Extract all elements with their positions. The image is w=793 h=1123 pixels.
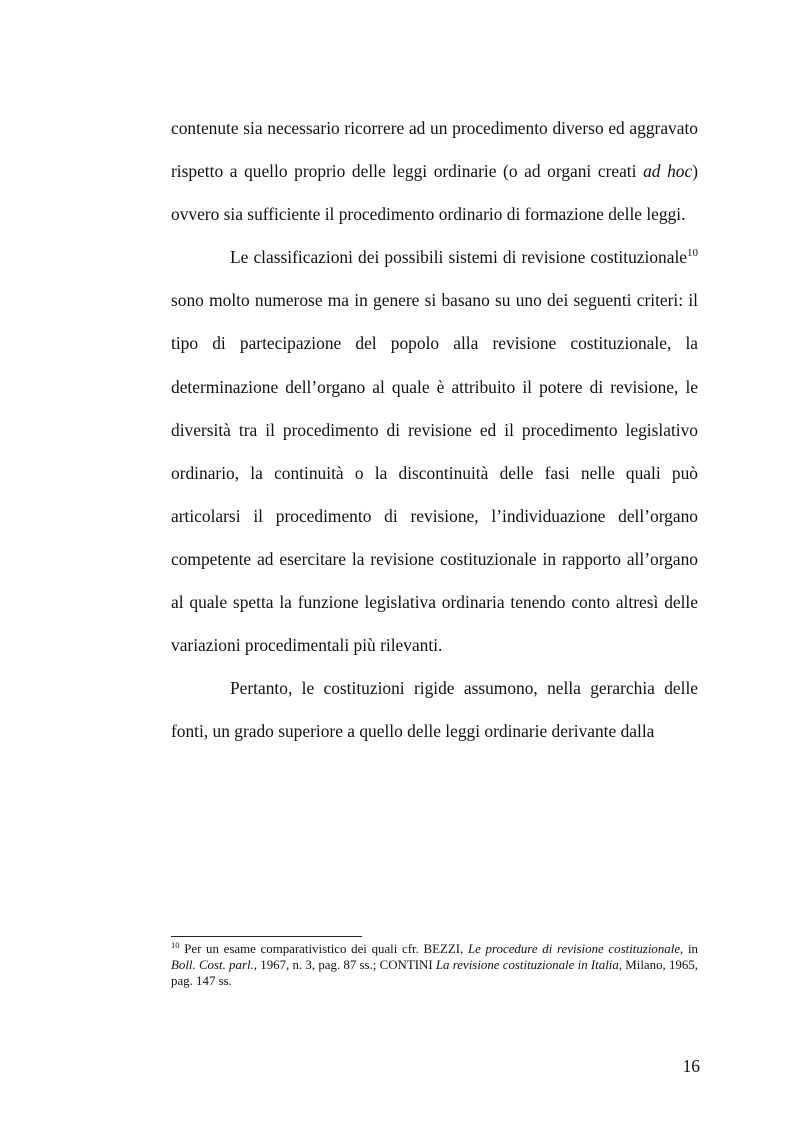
footnote-text-1: Per un esame comparativistico dei quali cfr. BEZZI,	[179, 942, 468, 956]
footnote	[171, 941, 698, 989]
paragraph-3-text: Pertanto, le costituzioni rigide assumono, nella gerarchia delle fonti, un grado superiore a quello delle leggi ordinarie derivante dalla	[171, 678, 698, 742]
paragraph-2-end: sono molto numerose ma in genere si basano su uno dei seguenti criteri: il tipo di partecipazione del popolo alla revisione costituzionale, la determinazione dell’organo al quale è attribuito il potere di revisione, le diversità tra il procedimento di revisione ed il procedimento legislativo ordinario, la continuità o la discontinuità delle fasi nelle quali può articolarsi il procedimento di revisione, l’individuazione dell’organo competente ad esercitare la revisione costituzionale in rapporto all’organo al quale spetta la funzione legislativa ordinaria tenendo conto altresì delle variazioni procedimentali più rilevanti.	[171, 290, 698, 656]
footnote-title-1: Le procedure di revisione costituzionale	[467, 942, 681, 956]
footnote-text-3: , 1967, n. 3, pag. 87 ss.; CONTINI	[253, 958, 436, 972]
paragraph-1-text: contenute sia necessario ricorrere ad un procedimento diverso ed aggravato rispetto a quello proprio delle leggi ordinarie (o ad organi creati	[171, 118, 698, 182]
paragraph-1-end: ) ovvero sia sufficiente il procedimento ordinario di formazione delle leggi.	[171, 161, 698, 225]
footnote-number: 10	[171, 940, 180, 950]
footnote-text-4: , Milano, 1965, pag. 147 ss.	[171, 958, 698, 988]
footnote-title-2: La revisione costituzionale in Italia	[435, 958, 619, 972]
paragraph-1	[171, 107, 698, 236]
body-text	[171, 107, 698, 753]
footnote-divider	[171, 936, 362, 937]
paragraph-2	[171, 236, 698, 667]
footnote-text-2: , in	[680, 942, 698, 956]
page-number: 16	[682, 1056, 700, 1076]
paragraph-2-start: Le classificazioni dei possibili sistemi di revisione costituzionale	[230, 247, 687, 268]
paragraph-1-italic: ad hoc	[643, 161, 693, 182]
footnote-reference[interactable]: 10	[687, 247, 698, 260]
paragraph-3	[171, 667, 698, 753]
footnote-journal: Boll. Cost. parl.	[171, 958, 254, 972]
